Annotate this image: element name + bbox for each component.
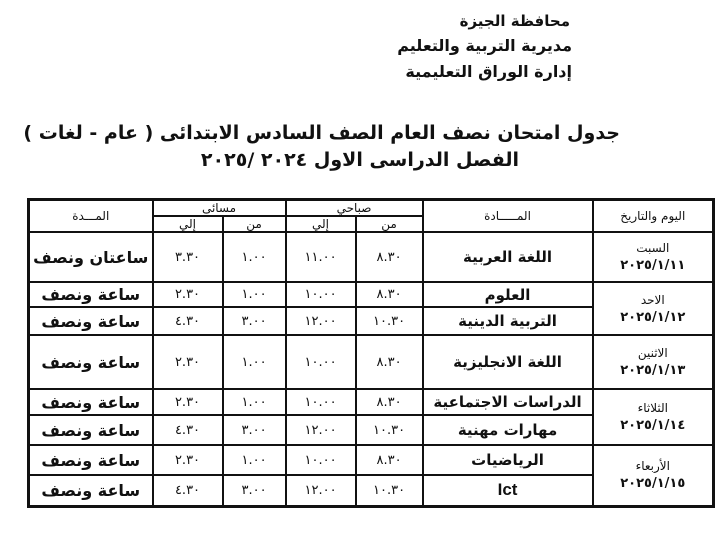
day-name: الاحد bbox=[640, 292, 665, 307]
pm-to-cell: ٤.٣٠ bbox=[153, 415, 223, 445]
subject-cell: الدراسات الاجتماعية bbox=[423, 389, 593, 415]
am-from-cell: ٨.٣٠ bbox=[356, 445, 423, 475]
header-evening: مسائى bbox=[153, 200, 286, 217]
am-to-cell: ١٢.٠٠ bbox=[286, 415, 356, 445]
am-to-cell: ١١.٠٠ bbox=[286, 232, 356, 282]
day-date: ٢٠٢٥/١/١٣ bbox=[620, 363, 686, 378]
am-from-cell: ٨.٣٠ bbox=[356, 389, 423, 415]
am-to-cell: ١٠.٠٠ bbox=[286, 389, 356, 415]
day-name: الاثنين bbox=[637, 346, 668, 360]
pm-to-cell: ٤.٣٠ bbox=[153, 307, 223, 335]
am-from-cell: ٨.٣٠ bbox=[356, 232, 423, 282]
subject-cell: التربية الدينية bbox=[423, 307, 593, 335]
table-row bbox=[29, 232, 714, 282]
pm-to-cell: ٤.٣٠ bbox=[153, 475, 223, 506]
schedule-title: جدول امتحان نصف العام الصف السادس الابتدائى ( عام - لغات ) bbox=[23, 122, 620, 144]
am-from-cell: ٨.٣٠ bbox=[356, 335, 423, 389]
day-cell bbox=[593, 445, 714, 506]
pm-from-cell: ١.٠٠ bbox=[223, 389, 286, 415]
subject-cell: الرياضيات bbox=[423, 445, 593, 475]
am-from-cell: ١٠.٣٠ bbox=[356, 475, 423, 506]
am-to-cell: ١٢.٠٠ bbox=[286, 475, 356, 506]
day-name: الأربعاء bbox=[635, 459, 670, 474]
am-to-cell: ١٠.٠٠ bbox=[286, 445, 356, 475]
duration-cell: ساعة ونصف bbox=[29, 282, 153, 307]
pm-to-cell: ٣.٣٠ bbox=[153, 232, 223, 282]
duration-cell: ساعتان ونصف bbox=[29, 232, 153, 282]
table-row bbox=[29, 335, 714, 389]
day-date: ٢٠٢٥/١/١٢ bbox=[620, 309, 686, 325]
pm-from-cell: ١.٠٠ bbox=[223, 335, 286, 389]
table-row bbox=[29, 282, 714, 307]
duration-cell: ساعة ونصف bbox=[29, 389, 153, 415]
day-cell bbox=[593, 389, 714, 445]
day-name: الثلاثاء bbox=[637, 401, 668, 415]
am-from-cell: ٨.٣٠ bbox=[356, 282, 423, 307]
am-from-cell: ١٠.٣٠ bbox=[356, 307, 423, 335]
day-date: ٢٠٢٥/١/١٥ bbox=[620, 476, 686, 492]
day-cell bbox=[593, 232, 714, 282]
header-day-date: اليوم والتاريخ bbox=[593, 200, 714, 233]
pm-to-cell: ٢.٣٠ bbox=[153, 389, 223, 415]
subject-cell: العلوم bbox=[423, 282, 593, 307]
exam-schedule-table bbox=[27, 198, 715, 508]
subject-cell: مهارات مهنية bbox=[423, 415, 593, 445]
subject-cell: Ict bbox=[423, 475, 593, 506]
header-morning-to: إلي bbox=[286, 216, 356, 232]
header-morning: صباحي bbox=[286, 200, 423, 217]
pm-from-cell: ٣.٠٠ bbox=[223, 475, 286, 506]
day-name: السبت bbox=[636, 241, 670, 255]
duration-cell: ساعة ونصف bbox=[29, 475, 153, 506]
duration-cell: ساعة ونصف bbox=[29, 415, 153, 445]
header-evening-to: إلي bbox=[153, 216, 223, 232]
pm-from-cell: ١.٠٠ bbox=[223, 282, 286, 307]
pm-from-cell: ٣.٠٠ bbox=[223, 307, 286, 335]
pm-from-cell: ١.٠٠ bbox=[223, 232, 286, 282]
header-evening-from: من bbox=[223, 216, 286, 232]
table-row bbox=[29, 389, 714, 415]
am-to-cell: ١٠.٠٠ bbox=[286, 282, 356, 307]
subject-cell: اللغة العربية bbox=[423, 232, 593, 282]
duration-cell: ساعة ونصف bbox=[29, 307, 153, 335]
am-to-cell: ١٠.٠٠ bbox=[286, 335, 356, 389]
am-to-cell: ١٢.٠٠ bbox=[286, 307, 356, 335]
letterhead-governorate: محافظة الجيزة bbox=[459, 12, 570, 30]
duration-cell: ساعة ونصف bbox=[29, 335, 153, 389]
header-morning-from: من bbox=[356, 216, 423, 232]
letterhead-directorate: مديرية التربية والتعليم bbox=[397, 36, 572, 55]
day-date: ٢٠٢٥/١/١٤ bbox=[620, 418, 686, 433]
header-duration: المـــدة bbox=[29, 200, 153, 233]
pm-to-cell: ٢.٣٠ bbox=[153, 335, 223, 389]
schedule-term: الفصل الدراسى الاول ٢٠٢٤ /٢٠٢٥ bbox=[200, 149, 520, 171]
table-row bbox=[29, 445, 714, 475]
subject-cell: اللغة الانجليزية bbox=[423, 335, 593, 389]
letterhead-administration: إدارة الوراق التعليمية bbox=[405, 62, 572, 81]
pm-to-cell: ٢.٣٠ bbox=[153, 445, 223, 475]
day-cell bbox=[593, 282, 714, 335]
pm-to-cell: ٢.٣٠ bbox=[153, 282, 223, 307]
day-date: ٢٠٢٥/١/١١ bbox=[620, 258, 686, 273]
duration-cell: ساعة ونصف bbox=[29, 445, 153, 475]
pm-from-cell: ٣.٠٠ bbox=[223, 415, 286, 445]
header-subject: المـــــادة bbox=[423, 200, 593, 233]
am-from-cell: ١٠.٣٠ bbox=[356, 415, 423, 445]
pm-from-cell: ١.٠٠ bbox=[223, 445, 286, 475]
day-cell bbox=[593, 335, 714, 389]
